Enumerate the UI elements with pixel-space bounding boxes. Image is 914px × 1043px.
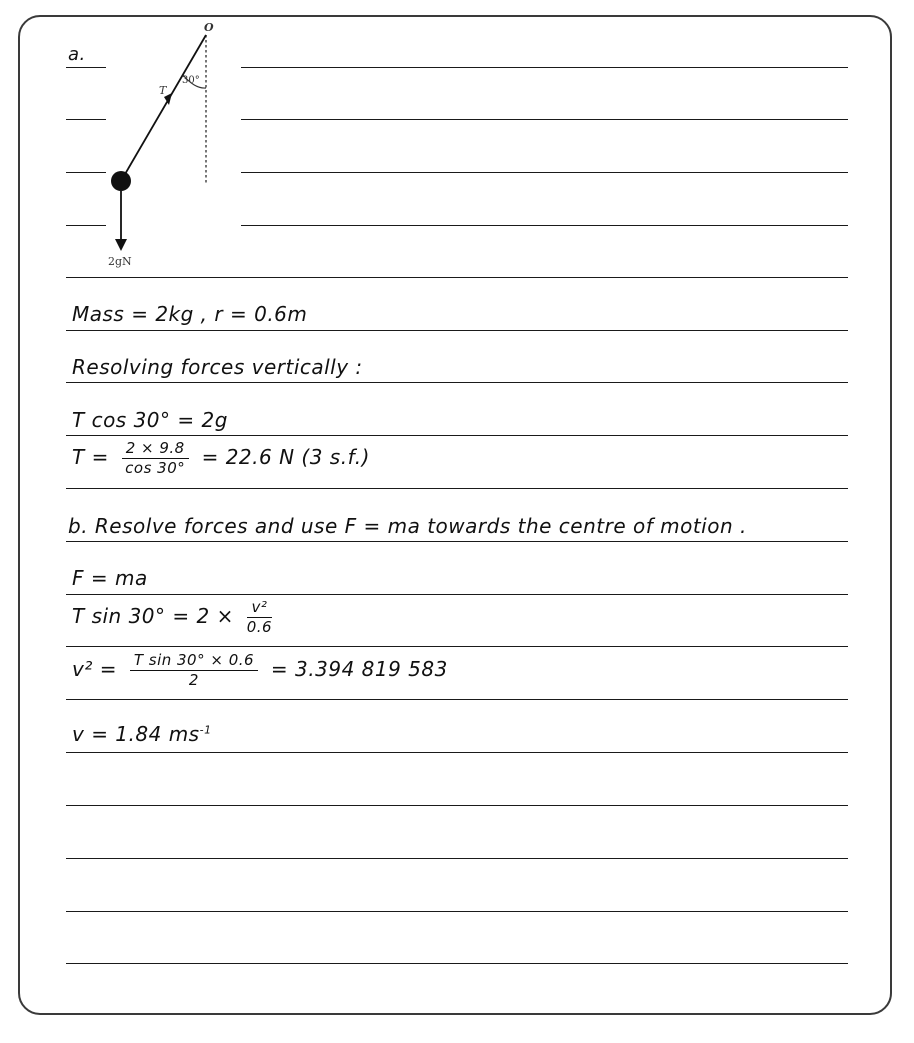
vsq-denominator: 2 xyxy=(188,671,199,689)
weight-label: 2gN xyxy=(108,255,132,268)
tsin-equation-line xyxy=(72,599,278,636)
writing-line xyxy=(241,119,848,120)
tsin-denominator: 0.6 xyxy=(246,618,273,636)
vsq-numerator: T sin 30° × 0.6 xyxy=(130,652,258,671)
weight-arrow-head xyxy=(115,239,127,251)
tsin-lhs: T sin 30° = 2 × xyxy=(72,604,234,628)
writing-line xyxy=(66,646,848,647)
writing-line xyxy=(66,699,848,700)
tsin-numerator: v² xyxy=(247,599,272,618)
velocity-result-line xyxy=(72,722,212,746)
writing-line xyxy=(66,805,848,806)
tension-result-line xyxy=(72,440,370,477)
vsq-lhs: v² = xyxy=(72,657,117,681)
tcos-equation-line: T cos 30° = 2g xyxy=(72,408,228,432)
writing-line xyxy=(241,172,848,173)
writing-line xyxy=(66,277,848,278)
part-a-label: a. xyxy=(68,44,86,65)
writing-line xyxy=(66,963,848,964)
writing-line xyxy=(66,541,848,542)
writing-line xyxy=(66,382,848,383)
velocity-text: v = 1.84 ms xyxy=(72,722,200,746)
conical-pendulum-diagram xyxy=(100,15,240,275)
resolving-vertically-line: Resolving forces vertically : xyxy=(72,355,363,379)
v-squared-line xyxy=(72,652,448,689)
writing-line xyxy=(66,858,848,859)
vsq-fraction xyxy=(130,652,258,689)
vsq-rhs: = 3.394 819 583 xyxy=(270,657,448,681)
tension-fraction xyxy=(122,440,189,477)
tension-label: T xyxy=(159,84,167,97)
velocity-exponent: -1 xyxy=(199,723,212,737)
tension-rhs: = 22.6 N (3 s.f.) xyxy=(201,445,370,469)
tension-denominator: cos 30° xyxy=(125,459,186,477)
string-line xyxy=(121,35,206,181)
pivot-label: O xyxy=(204,21,214,34)
writing-line xyxy=(66,594,848,595)
tension-lhs: T = xyxy=(72,445,109,469)
part-b-heading: b. Resolve forces and use F = ma towards the centre of motion . xyxy=(68,514,747,538)
tension-numerator: 2 × 9.8 xyxy=(122,440,189,459)
writing-line xyxy=(241,225,848,226)
writing-line xyxy=(66,911,848,912)
writing-line xyxy=(241,67,848,68)
writing-line xyxy=(66,435,848,436)
writing-line xyxy=(66,488,848,489)
tsin-fraction xyxy=(247,599,272,636)
angle-label: 30° xyxy=(182,75,200,86)
pendulum-bob xyxy=(111,171,131,191)
newton-second-law-line: F = ma xyxy=(72,566,148,590)
writing-line xyxy=(66,330,848,331)
writing-line xyxy=(66,752,848,753)
given-values-line: Mass = 2kg , r = 0.6m xyxy=(72,302,308,326)
